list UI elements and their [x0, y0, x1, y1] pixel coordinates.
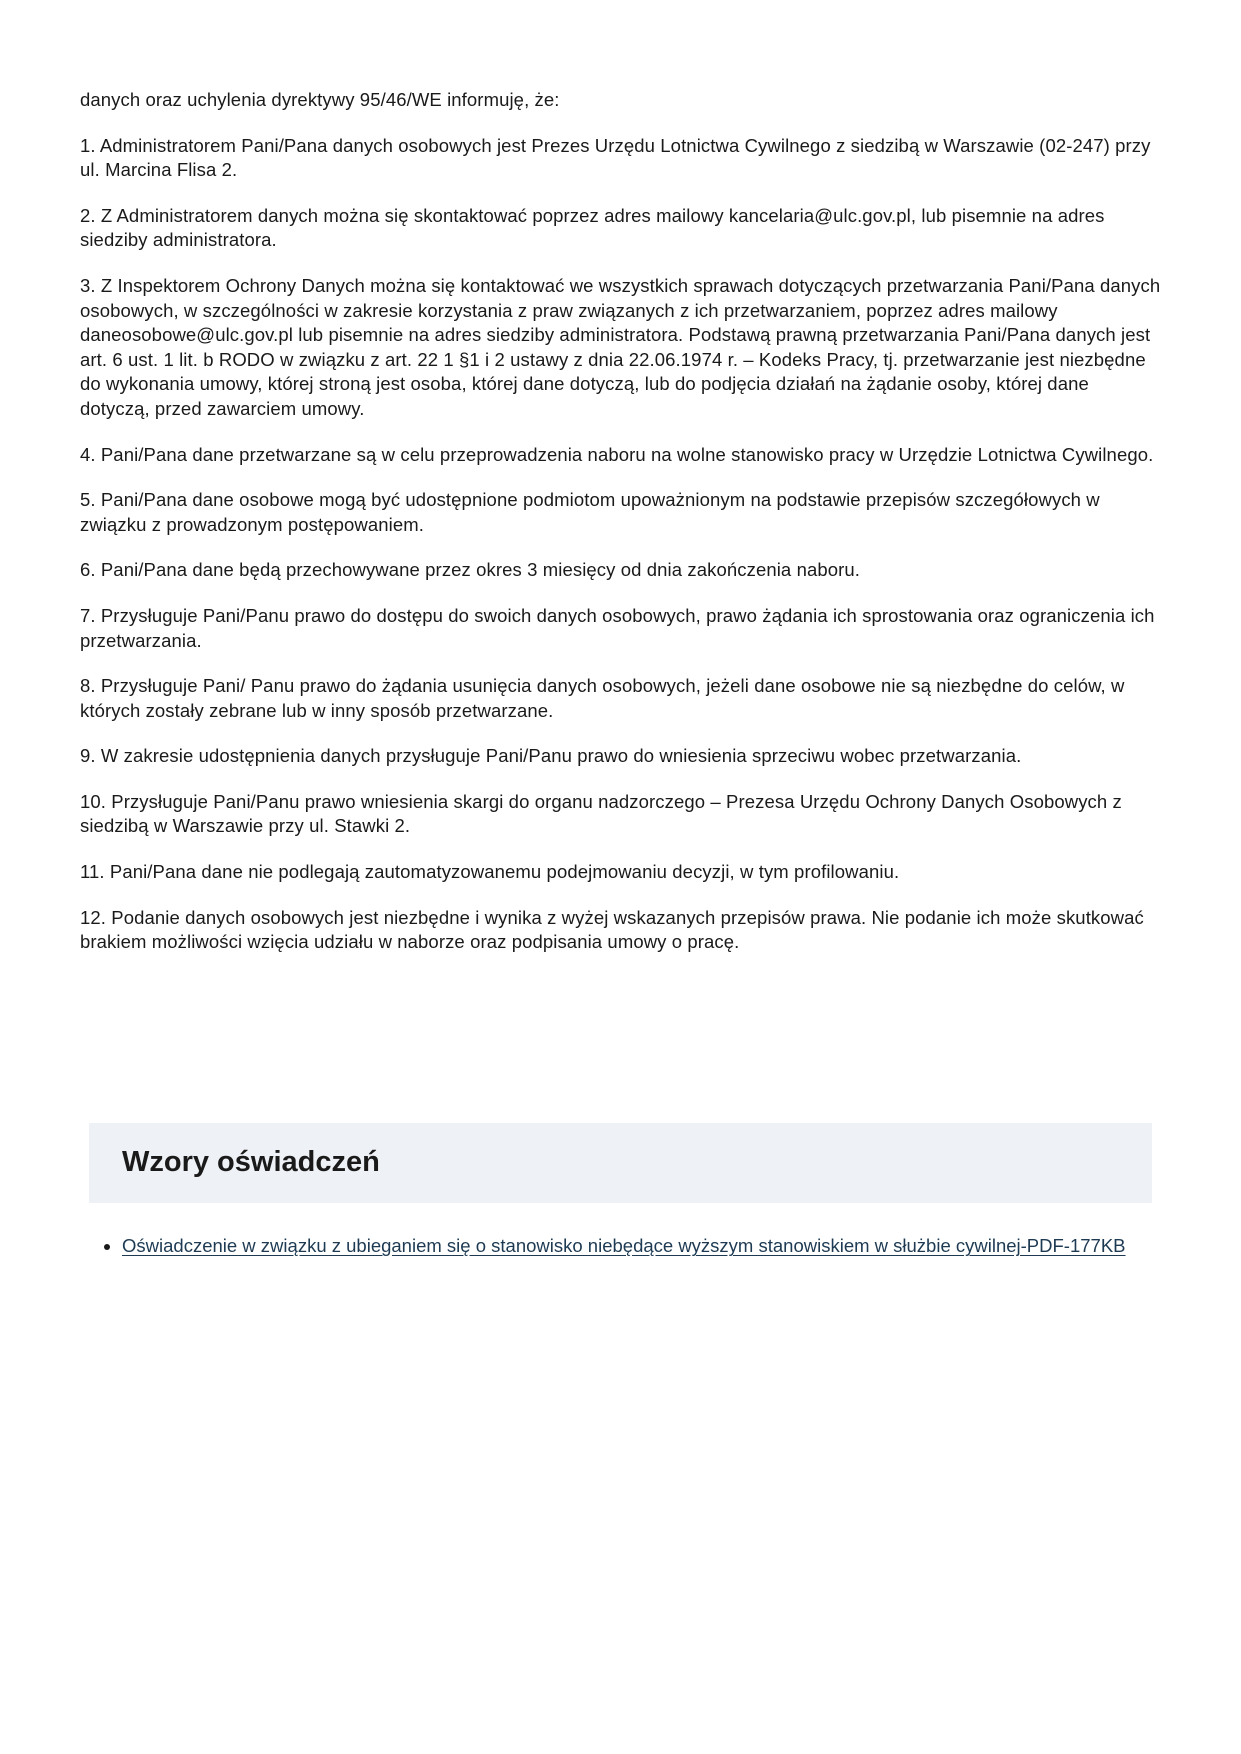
paragraph-clause-7: 7. Przysługuje Pani/Panu prawo do dostępu do swoich danych osobowych, prawo żądania ich sprostowania oraz ograniczenia ich przetwarzania.: [80, 604, 1155, 651]
paragraph-intro: danych oraz uchylenia dyrektywy 95/46/WE informuję, że:: [80, 89, 560, 110]
paragraph-clause-8: 8. Przysługuje Pani/ Panu prawo do żądania usunięcia danych osobowych, jeżeli dane osobowe nie są niezbędne do celów, w których zostały zebrane lub w inny sposób przetwarzane.: [80, 675, 1125, 721]
paragraph-clause-3: 3. Z Inspektorem Ochrony Danych można się kontaktować we wszystkich sprawach dotyczących przetwarzania Pani/Pana danych osobowych, w szczególności w zakresie korzystania z praw związanych z ich przetwarzaniem, poprzez adres mailowy daneosobowe@ulc.gov.pl lub pisemnie na adres siedziby administratora. Podstawą prawną przetwarzania Pani/Pana danych jest art. 6 ust. 1 lit. b RODO w związku z art. 22 1 §1 i 2 ustawy z dnia 22.06.1974 r. – Kodeks Pracy, tj. przetwarzanie jest niezbędne do wykonania umowy, której stroną jest osoba, której dane dotyczą, lub do podjęcia działań na żądanie osoby, której dane dotyczą, przed zawarciem umowy.: [80, 274, 1161, 419]
section-title: Wzory oświadczeń: [122, 1145, 380, 1178]
paragraph-clause-12: 12. Podanie danych osobowych jest niezbędne i wynika z wyżej wskazanych przepisów prawa. Nie podanie ich może skutkować brakiem możliwości wzięcia udziału w naborze oraz podpisania umowy o pracę.: [80, 906, 1144, 953]
paragraph-clause-4: 4. Pani/Pana dane przetwarzane są w celu przeprowadzenia naboru na wolne stanowisko pracy w Urzędzie Lotnictwa Cywilnego.: [80, 443, 1154, 465]
attachments-list: [80, 1233, 1161, 1259]
paragraph-clause-11: 11. Pani/Pana dane nie podlegają zautomatyzowanemu podejmowaniu decyzji, w tym profilowaniu.: [80, 861, 900, 883]
paragraph-clause-9: 9. W zakresie udostępnienia danych przysługuje Pani/Panu prawo do wniesienia sprzeciwu wobec przetwarzania.: [80, 745, 1022, 767]
list-item: [122, 1233, 1161, 1259]
paragraph-clause-2: 2. Z Administratorem danych można się skontaktować poprzez adres mailowy kancelaria@ulc.gov.pl, lub pisemnie na adres siedziby administratora.: [80, 204, 1105, 251]
paragraph-clause-10: 10. Przysługuje Pani/Panu prawo wniesienia skargi do organu nadzorczego – Prezesa Urzędu Ochrony Danych Osobowych z siedzibą w Warszawie przy ul. Stawki 2.: [80, 790, 1122, 837]
attachment-link[interactable]: Oświadczenie w związku z ubieganiem się o stanowisko niebędące wyższym stanowiskiem w służbie cywilnej-PDF-177KB: [122, 1235, 1126, 1257]
section-header: [89, 1123, 1152, 1203]
paragraph-clause-5: 5. Pani/Pana dane osobowe mogą być udostępnione podmiotom upoważnionym na podstawie przepisów szczegółowych w związku z prowadzonym postępowaniem.: [80, 489, 1100, 535]
paragraph-clause-1: 1. Administratorem Pani/Pana danych osobowych jest Prezes Urzędu Lotnictwa Cywilnego z siedzibą w Warszawie (02-247) przy ul. Marcina Flisa 2.: [80, 134, 1151, 181]
paragraph-clause-6: 6. Pani/Pana dane będą przechowywane przez okres 3 miesięcy od dnia zakończenia naboru.: [80, 559, 861, 581]
